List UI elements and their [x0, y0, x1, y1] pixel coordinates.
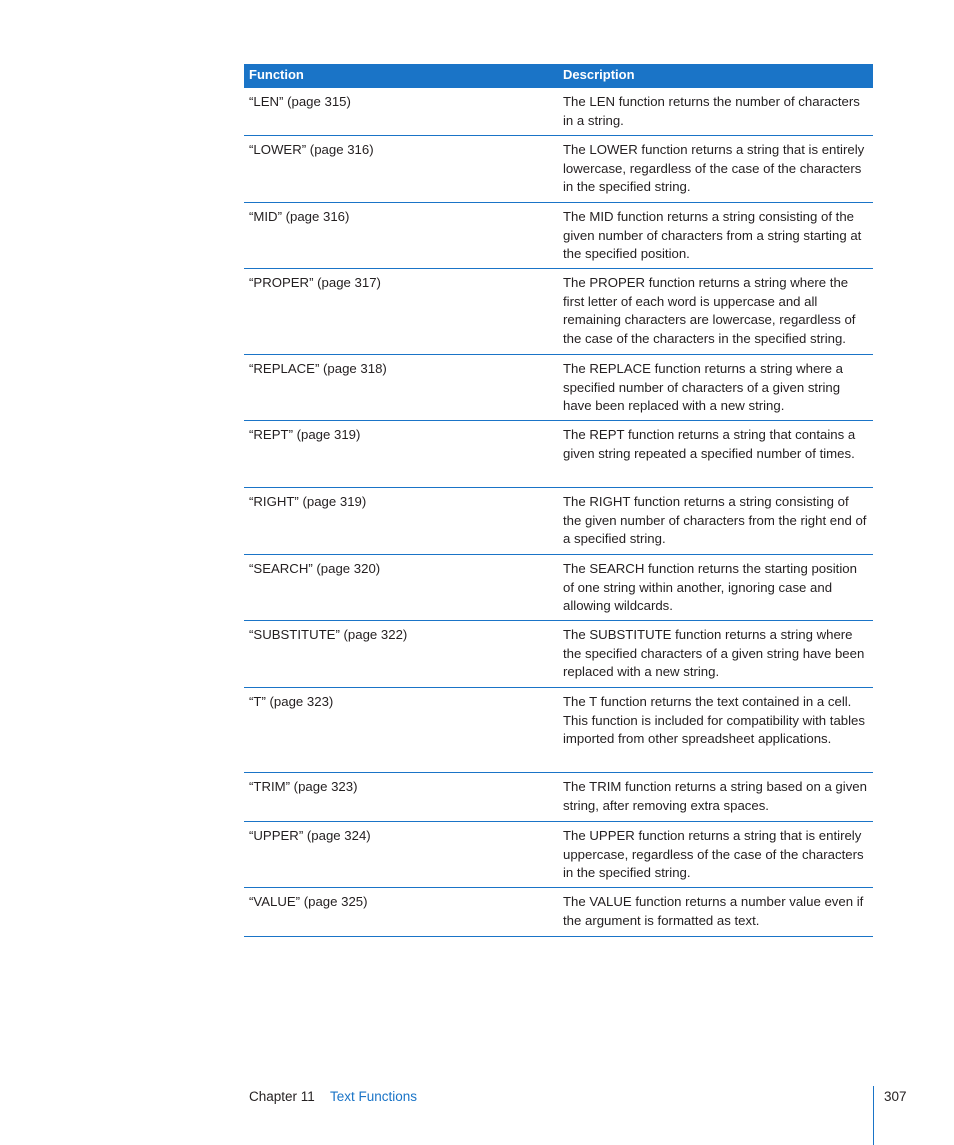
table-row	[244, 269, 873, 355]
table-row	[244, 488, 873, 555]
function-link[interactable]: “TRIM” (page 323)	[249, 779, 358, 794]
footer-chapter-title-link[interactable]: Text Functions	[330, 1089, 418, 1104]
table-row	[244, 555, 873, 621]
function-link[interactable]: “SEARCH” (page 320)	[249, 561, 381, 576]
table-row	[244, 822, 873, 888]
function-description: The VALUE function returns a number value even if the argument is formatted as text.	[563, 894, 864, 928]
function-description: The UPPER function returns a string that is entirely uppercase, regardless of the case of the characters in the specified string.	[563, 828, 864, 881]
footer-chapter-label: Chapter 11	[249, 1089, 315, 1104]
page-number: 307	[884, 1089, 907, 1104]
function-description: The LOWER function returns a string that is entirely lowercase, regardless of the case of the characters in the specified string.	[563, 142, 865, 195]
table-row	[244, 621, 873, 688]
function-link[interactable]: “T” (page 323)	[249, 694, 334, 709]
table-header	[244, 64, 873, 88]
function-link[interactable]: “LOWER” (page 316)	[249, 142, 374, 157]
function-link[interactable]: “LEN” (page 315)	[249, 94, 351, 109]
table-row	[244, 773, 873, 822]
function-link[interactable]: “RIGHT” (page 319)	[249, 494, 367, 509]
function-link[interactable]: “REPT” (page 319)	[249, 427, 361, 442]
function-description: The T function returns the text contained in a cell. This function is included for compatibility with tables imported from other spreadsheet applications.	[563, 694, 865, 747]
function-link[interactable]: “UPPER” (page 324)	[249, 828, 371, 843]
functions-table	[244, 64, 873, 937]
function-link[interactable]: “SUBSTITUTE” (page 322)	[249, 627, 408, 642]
table-row	[244, 203, 873, 269]
description-column-header: Description	[563, 67, 635, 82]
table-row	[244, 688, 873, 773]
function-description: The SEARCH function returns the starting position of one string within another, ignoring case and allowing wildcards.	[563, 561, 857, 614]
function-link[interactable]: “PROPER” (page 317)	[249, 275, 381, 290]
table-row	[244, 888, 873, 937]
function-link[interactable]: “VALUE” (page 325)	[249, 894, 368, 909]
function-description: The LEN function returns the number of characters in a string.	[563, 94, 860, 128]
table-row	[244, 88, 873, 136]
function-description: The TRIM function returns a string based on a given string, after removing extra spaces.	[563, 779, 867, 813]
function-link[interactable]: “REPLACE” (page 318)	[249, 361, 387, 376]
table-row	[244, 136, 873, 203]
function-description: The REPT function returns a string that contains a given string repeated a specified number of times.	[563, 427, 856, 461]
function-column-header: Function	[249, 67, 304, 82]
function-description: The MID function returns a string consisting of the given number of characters from a string starting at the specified position.	[563, 209, 862, 262]
function-description: The PROPER function returns a string where the first letter of each word is uppercase and all remaining characters are lowercase, regardless of the case of the characters in the specified string.	[563, 275, 856, 346]
function-description: The RIGHT function returns a string consisting of the given number of characters from the right end of a specified string.	[563, 494, 867, 547]
table-row	[244, 355, 873, 421]
function-description: The REPLACE function returns a string where a specified number of characters of a given string have been replaced with a new string.	[563, 361, 844, 414]
table-row	[244, 421, 873, 488]
function-link[interactable]: “MID” (page 316)	[249, 209, 350, 224]
function-description: The SUBSTITUTE function returns a string where the specified characters of a given string have been replaced with a new string.	[563, 627, 865, 680]
footer-divider	[873, 1086, 874, 1145]
